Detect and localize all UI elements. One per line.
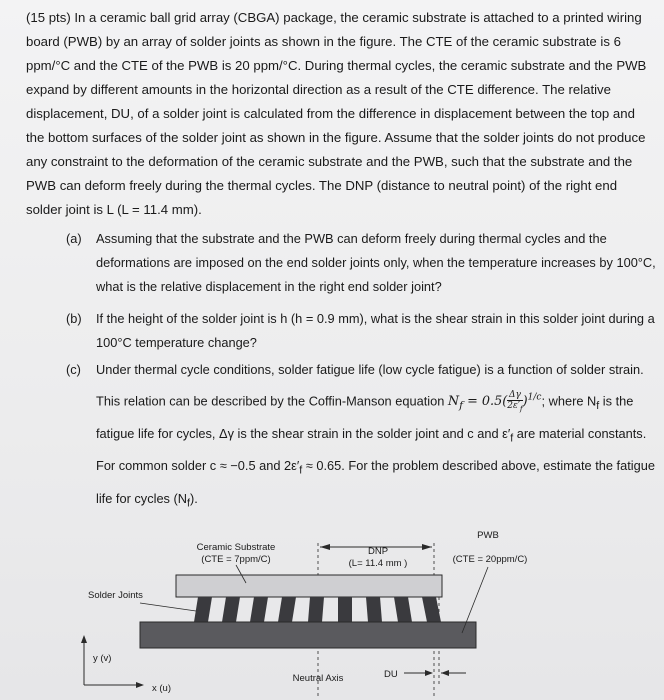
part-a-label: (a) xyxy=(66,231,82,246)
solder-joint xyxy=(194,597,212,622)
eq-exponent: 1/c xyxy=(527,393,542,403)
solder-joint xyxy=(366,597,382,622)
eq-denominator xyxy=(507,401,522,414)
neutral-axis-label: Neutral Axis xyxy=(292,673,344,684)
dnp-label-2: (L= 11.4 mm ) xyxy=(348,558,408,569)
x-axis-arrow-head xyxy=(136,682,144,688)
part-c-text-5-sub: f xyxy=(187,497,190,510)
part-c-text-6: ). xyxy=(189,490,198,506)
part-b xyxy=(66,307,656,355)
cbga-figure xyxy=(0,525,664,700)
solder-joint xyxy=(278,597,296,622)
solder-joint xyxy=(394,597,412,622)
part-c-where-sub: f xyxy=(596,399,600,412)
eq-coefficient: = 0.5 xyxy=(463,394,503,410)
eq-den-sub: f xyxy=(519,403,523,413)
part-c-text-4: are material constants. For common solder c ≈ −0.5 and 2ε′ xyxy=(96,425,647,474)
part-a-text: Assuming that the substrate and the PWB can deform freely during thermal cycles and the deformations are imposed on the end solder joints only, when the temperature increases by 100°C, what is the relative displacement in the right end solder joint? xyxy=(96,231,656,294)
solder-joint-right-end xyxy=(422,597,441,622)
ceramic-label-2: (CTE = 7ppm/C) xyxy=(201,554,271,565)
solder-joint xyxy=(308,597,324,622)
ceramic-label-1: Ceramic Substrate xyxy=(196,542,276,553)
du-label: DU xyxy=(384,669,398,680)
part-b-text: If the height of the solder joint is h (h = 0.9 mm), what is the shear strain in this solder joint during a 100°C temperature change? xyxy=(96,311,655,350)
eq-lhs-sub: f xyxy=(459,398,464,412)
solder-joint xyxy=(338,597,352,622)
ceramic-substrate xyxy=(176,575,442,597)
part-b-label: (b) xyxy=(66,311,82,326)
y-axis-arrow-head xyxy=(81,635,87,643)
part-c-where: ; where N xyxy=(541,393,597,409)
x-axis-label: x (u) xyxy=(152,683,171,694)
part-a xyxy=(66,227,656,299)
part-c-text-5: ≈ 0.65. For the problem described above, estimate the fatigue life for cycles (N xyxy=(96,458,655,506)
du-arrow-right-head xyxy=(441,670,449,676)
eq-lhs: N xyxy=(447,394,460,410)
part-c xyxy=(66,356,656,517)
part-c-text-4-sub: f xyxy=(299,464,303,477)
pwb-label-1: PWB xyxy=(477,530,499,541)
du-arrow-left-head xyxy=(425,670,433,676)
eq-den-text: 2ε′ xyxy=(507,400,520,411)
dnp-label-1: DNP xyxy=(367,546,389,557)
dnp-arrow-right-head xyxy=(422,544,432,550)
pwb-label-2: (CTE = 20ppm/C) xyxy=(452,554,528,565)
solder-joint xyxy=(222,597,240,622)
part-c-text-3-sub: f xyxy=(510,432,514,445)
eq-numerator: Δγ xyxy=(509,389,521,400)
part-c-text xyxy=(96,356,656,517)
coffin-manson-equation: $N_f = 0.5$( $\frac{\Delta\gamma}{2\varepsilon'_f}$ )$^{1/c}$ xyxy=(447,389,542,413)
solder-joint xyxy=(250,597,268,622)
solder-leader-line xyxy=(140,603,196,611)
problem-intro: (15 pts) In a ceramic ball grid array (CBGA) package, the ceramic substrate is attached to a printed wiring board (PWB) by an array of solder joints as shown in the figure. The CTE of the ceramic substrate is 6 ppm/°C and the CTE of the PWB is 20 ppm/°C. During thermal cycles, the ceramic substrate and the PWB expand by different amounts in the horizontal direction as a result of the CTE difference. The relative displacement, DU, of a solder joint is calculated from the difference in displacement between the top and the bottom surfaces of the solder joint as shown in the figure. Assume that the solder joints do not produce any constraint to the deformation of the ceramic substrate and the PWB, such that the substrate and the PWB can deform freely during the thermal cycles. The DNP (distance to neutral point) of the right end solder joint is L (L = 11.4 mm). xyxy=(26,10,647,217)
part-c-text-3: is the fatigue life for cycles, Δγ is the shear strain in the solder joint and c and ε′ xyxy=(96,393,634,441)
eq-fraction xyxy=(507,390,522,414)
solder-joints-label: Solder Joints xyxy=(88,590,143,601)
pwb-board xyxy=(140,622,476,648)
dnp-arrow-left-head xyxy=(320,544,330,550)
solder-joint-row xyxy=(194,597,441,622)
y-axis-label: y (v) xyxy=(93,653,112,664)
part-c-label: (c) xyxy=(66,362,81,377)
part-c-text-1: Under thermal cycle conditions, solder fatigue life (low cycle fatigue) is a function of solder strain. This relation can be described by the Coffin-Manson equation xyxy=(96,362,644,409)
